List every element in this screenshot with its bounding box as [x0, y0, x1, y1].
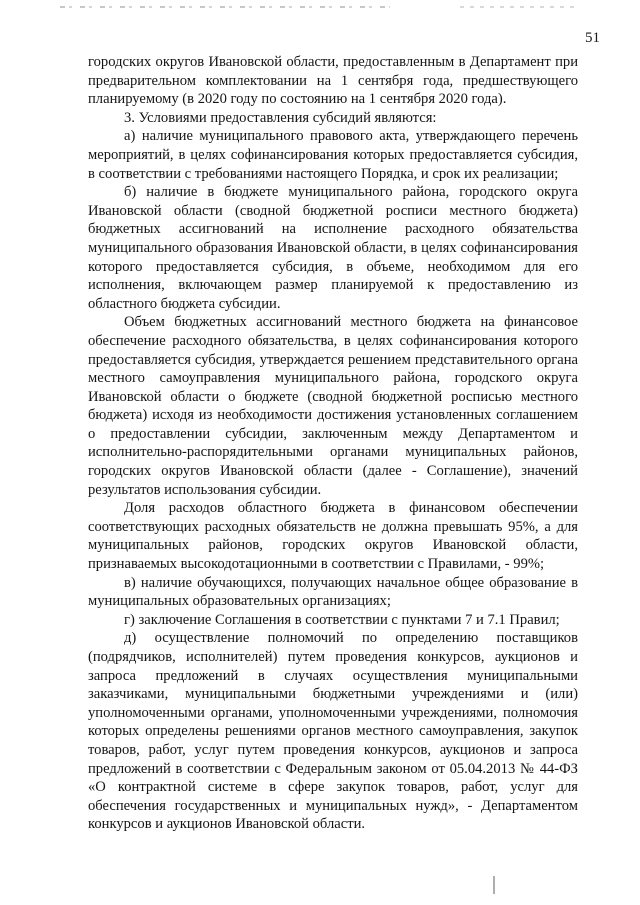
- paragraph-conditions-heading: 3. Условиями предоставления субсидий являются:: [124, 109, 437, 126]
- paragraph-condition-a: а) наличие муниципального правового акта, утверждающего перечень мероприятий, в целях софинансирования которых предоставляется субсидия, в соответствии с требованиями настоящего Порядка, и срок их реализации;: [88, 128, 578, 182]
- paragraph-regional-share: Доля расходов областного бюджета в финансовом обеспечении соответствующих расходных обязательств не должна превышать 95%, а для муниципальных районов, городских округов Ивановской области, признаваемых высокодотационными в соответствии с Правилами, - 99%;: [88, 500, 578, 573]
- page-number: 51: [585, 30, 600, 46]
- scan-artifact: [60, 6, 390, 8]
- paragraph-condition-b: б) наличие в бюджете муниципального района, городского округа Ивановской области (сводной бюджетной росписи местного бюджета) бюджетных ассигнований на исполнение расходного обязательства муниципального образования Ивановской области, в целях софинансирования которого предоставляется субсидия, в объеме, необходимом для его исполнения, включающем размер планируемой к предоставлению из областного бюджета субсидии.: [88, 184, 578, 312]
- document-body: [88, 53, 578, 834]
- paragraph-continuation: городских округов Ивановской области, предоставленным в Департамент при предварительном комплектовании на 1 сентября года, предшествующего планируемому (в 2020 году по состоянию на 1 сентября 2020 года).: [88, 54, 578, 108]
- paragraph-budget-volume: Объем бюджетных ассигнований местного бюджета на финансовое обеспечение расходного обязательства, в целях софинансирования которого предоставляется субсидия, утверждается решением представительного органа местного самоуправления муниципального района, городского округа Ивановской области о бюджете (сводной бюджетной росписью местного бюджета) исходя из необходимости достижения установленных соглашением о предоставлении субсидии, заключенным между Департаментом и исполнительно-распорядительными органами муниципальных районов, городских округов Ивановской области (далее - Соглашение), значений результатов использования субсидии.: [88, 314, 578, 498]
- paragraph-condition-v: в) наличие обучающихся, получающих начальное общее образование в муниципальных образовательных организациях;: [88, 574, 578, 610]
- scan-artifact: [460, 6, 580, 8]
- paragraph-condition-g: г) заключение Соглашения в соответствии с пунктами 7 и 7.1 Правил;: [124, 611, 560, 628]
- scan-artifact: [493, 876, 495, 894]
- paragraph-condition-d: д) осуществление полномочий по определению поставщиков (подрядчиков, исполнителей) путем проведения конкурсов, аукционов и запроса предложений в случаях осуществления муниципальными заказчиками, муниципальными бюджетными учреждениями и (или) уполномоченными органами, уполномоченными учреждениями, полномочия которых определены решениями органов местного самоуправления, закупок товаров, работ, услуг путем проведения конкурсов, аукционов и запроса предложений в соответствии с Федеральным законом от 05.04.2013 № 44-ФЗ «О контрактной системе в сфере закупок товаров, работ, услуг для обеспечения государственных и муниципальных нужд», - Департаментом конкурсов и аукционов Ивановской области.: [88, 630, 578, 833]
